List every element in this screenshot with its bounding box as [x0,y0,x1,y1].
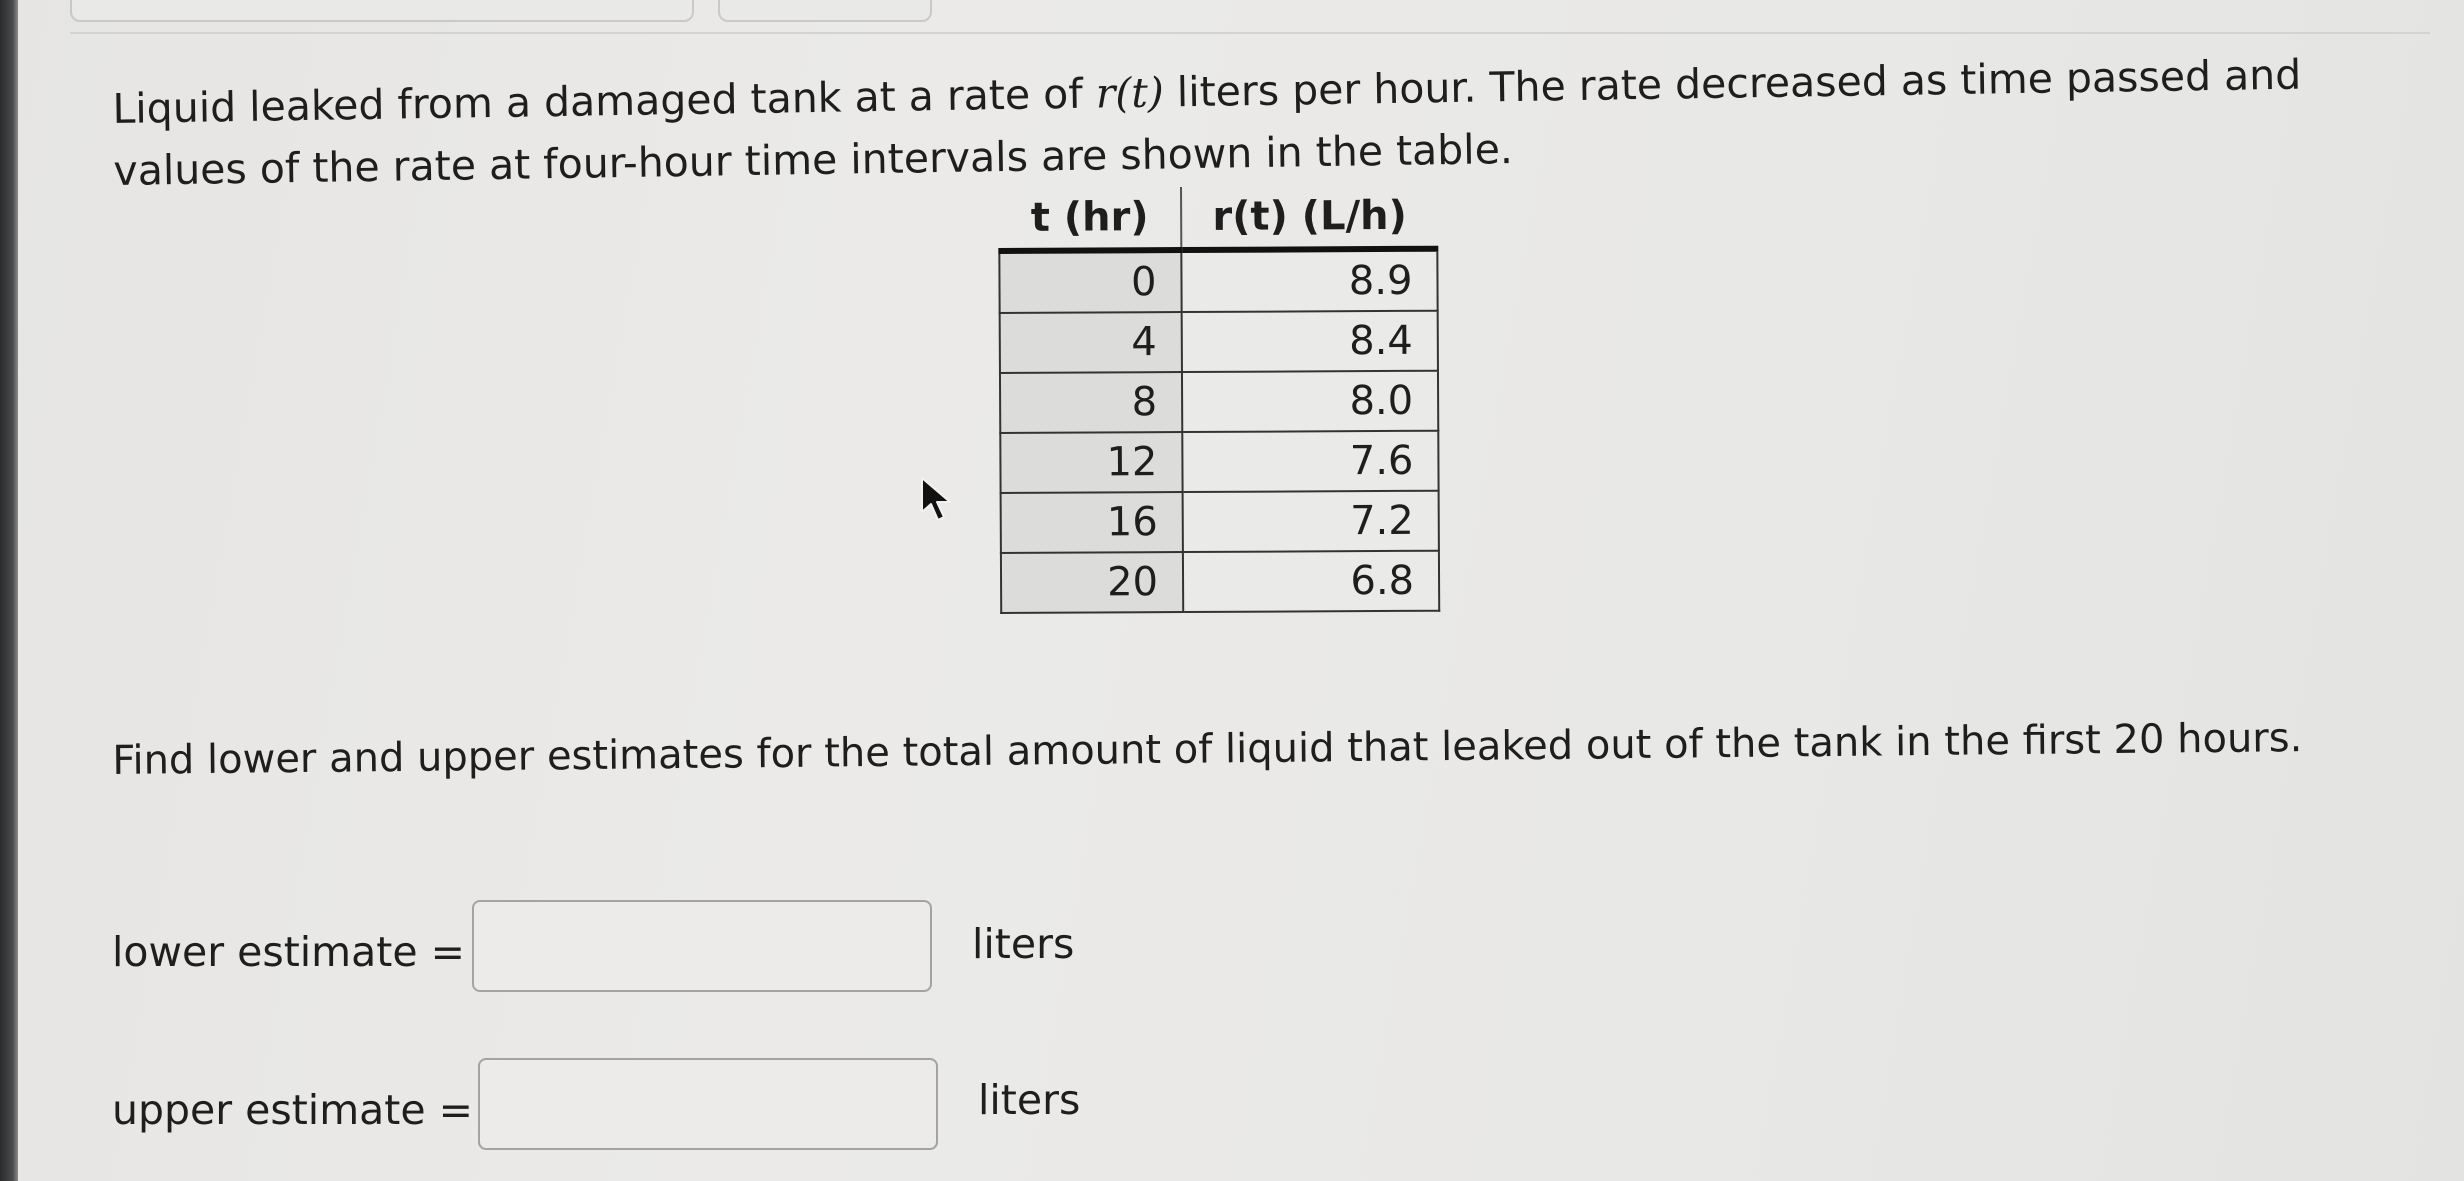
rate-cell: 7.6 [1182,431,1438,492]
problem-statement [112,43,2374,202]
rate-table [998,186,1440,614]
table-row [999,249,1437,313]
time-cell: 4 [1000,312,1182,373]
question-prompt: Find lower and upper estimates for the total amount of liquid that leaked out of the tank in the first 20 hours. [112,715,2303,784]
problem-text-part2: liters per hour. The rate decreased as time passed and values of the rate at four-hour time intervals are shown in the table. [113,50,2302,195]
top-tab-right[interactable] [718,0,932,22]
upper-estimate-input[interactable] [478,1058,938,1150]
rate-cell: 8.9 [1181,249,1437,312]
lower-estimate-label: lower estimate = [112,928,465,976]
rate-cell: 8.4 [1182,311,1438,372]
table-header-row [999,186,1437,251]
upper-estimate-label: upper estimate = [112,1086,473,1134]
rate-cell: 6.8 [1183,551,1439,612]
table-row [1000,371,1438,433]
upper-estimate-row [112,1058,1112,1158]
mouse-pointer-icon [918,476,958,526]
header-time: t (hr) [999,187,1181,251]
upper-estimate-unit: liters [978,1076,1081,1124]
table-row [1000,431,1438,493]
problem-text-part1: Liquid leaked from a damaged tank at a rate of [112,69,1084,133]
lower-estimate-input[interactable] [472,900,932,992]
time-cell: 8 [1000,372,1182,433]
rate-cell: 8.0 [1182,371,1438,432]
lower-estimate-row [112,900,1112,1000]
table-row [1000,311,1438,373]
time-cell: 0 [999,250,1181,313]
time-cell: 16 [1001,492,1183,553]
rate-symbol: r(t) [1095,68,1165,118]
time-cell: 20 [1001,552,1183,613]
table-row [1001,491,1439,553]
header-rate: r(t) (L/h) [1181,186,1437,250]
rate-cell: 7.2 [1183,491,1439,552]
monitor-bezel [0,0,18,1181]
time-cell: 12 [1000,432,1182,493]
table-row [1001,551,1439,613]
lower-estimate-unit: liters [972,920,1075,968]
top-tab-left[interactable] [70,0,694,22]
top-divider [70,32,2430,34]
